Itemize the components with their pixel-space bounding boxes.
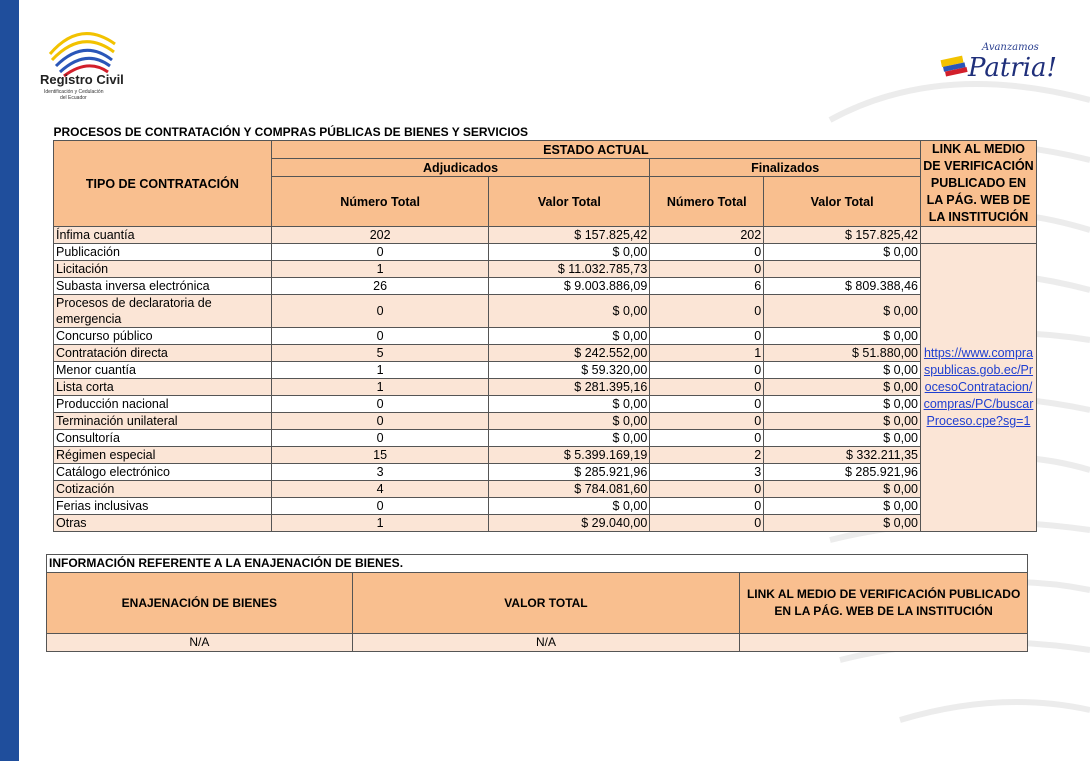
table-row xyxy=(54,227,1037,244)
row-adj-num: 0 xyxy=(271,413,489,430)
row-adj-val: $ 11.032.785,73 xyxy=(489,261,650,278)
row-adj-num: 1 xyxy=(271,362,489,379)
row-tipo: Licitación xyxy=(54,261,272,278)
row-fin-val: $ 0,00 xyxy=(764,515,921,532)
compras-publicas-link[interactable]: https://www.compraspublicas.gob.ec/ProcesoContratacion/compras/PC/buscarProceso.cpe?sg=1 xyxy=(921,244,1037,532)
row-fin-num: 0 xyxy=(650,295,764,328)
row-fin-val xyxy=(764,261,921,278)
table-row xyxy=(54,345,1037,362)
col-adj-valor-total: Valor Total xyxy=(489,177,650,227)
row-tipo: Subasta inversa electrónica xyxy=(54,278,272,295)
enajenacion-table xyxy=(46,554,1028,652)
row-adj-val: $ 0,00 xyxy=(489,413,650,430)
row-tipo: Producción nacional xyxy=(54,396,272,413)
row-adj-val: $ 784.081,60 xyxy=(489,481,650,498)
row-tipo: Contratación directa xyxy=(54,345,272,362)
row-adj-val: $ 59.320,00 xyxy=(489,362,650,379)
row-adj-val: $ 5.399.169,19 xyxy=(489,447,650,464)
row-tipo: Concurso público xyxy=(54,328,272,345)
row-adj-val: $ 0,00 xyxy=(489,328,650,345)
table-row xyxy=(54,413,1037,430)
table-row xyxy=(54,261,1037,278)
row-adj-val: $ 281.395,16 xyxy=(489,379,650,396)
col-link-verificacion: LINK AL MEDIO DE VERIFICACIÓN PUBLICADO EN LA PÁG. WEB DE LA INSTITUCIÓN xyxy=(740,573,1028,634)
row-fin-val: $ 0,00 xyxy=(764,498,921,515)
row-fin-num: 0 xyxy=(650,498,764,515)
row-fin-num: 3 xyxy=(650,464,764,481)
row-fin-val: $ 0,00 xyxy=(764,481,921,498)
row-fin-num: 1 xyxy=(650,345,764,362)
row-tipo: Lista corta xyxy=(54,379,272,396)
row-fin-val: $ 0,00 xyxy=(764,244,921,261)
row-tipo: Ferias inclusivas xyxy=(54,498,272,515)
table-title: PROCESOS DE CONTRATACIÓN Y COMPRAS PÚBLICAS DE BIENES Y SERVICIOS xyxy=(54,124,1037,141)
row-adj-val: $ 285.921,96 xyxy=(489,464,650,481)
col-valor-total: VALOR TOTAL xyxy=(352,573,740,634)
row-adj-num: 202 xyxy=(271,227,489,244)
svg-text:del Ecuador: del Ecuador xyxy=(60,95,87,101)
row-fin-num: 0 xyxy=(650,481,764,498)
row-fin-val: $ 332.211,35 xyxy=(764,447,921,464)
row-link-empty xyxy=(921,227,1037,244)
row-fin-num: 0 xyxy=(650,515,764,532)
col-fin-valor-total: Valor Total xyxy=(764,177,921,227)
svg-text:Avanzamos: Avanzamos xyxy=(982,42,1039,53)
table-row xyxy=(54,481,1037,498)
row-fin-val: $ 51.880,00 xyxy=(764,345,921,362)
row-adj-val: $ 9.003.886,09 xyxy=(489,278,650,295)
col-enajenacion-bienes: ENAJENACIÓN DE BIENES xyxy=(47,573,353,634)
row-adj-val: $ 0,00 xyxy=(489,396,650,413)
row-adj-num: 0 xyxy=(271,396,489,413)
row-fin-num: 0 xyxy=(650,328,764,345)
table-row xyxy=(54,447,1037,464)
row-tipo: Publicación xyxy=(54,244,272,261)
table-row xyxy=(54,396,1037,413)
row-adj-num: 0 xyxy=(271,328,489,345)
row-fin-val: $ 0,00 xyxy=(764,430,921,447)
row-adj-val: $ 0,00 xyxy=(489,295,650,328)
row-adj-num: 3 xyxy=(271,464,489,481)
row-fin-val: $ 0,00 xyxy=(764,295,921,328)
row-tipo: Catálogo electrónico xyxy=(54,464,272,481)
row-fin-val: $ 285.921,96 xyxy=(764,464,921,481)
col-link-verificacion: LINK AL MEDIO DE VERIFICACIÓN PUBLICADO EN LA PÁG. WEB DE LA INSTITUCIÓN xyxy=(921,141,1037,227)
row-fin-num: 0 xyxy=(650,379,764,396)
table-row xyxy=(54,278,1037,295)
row-adj-val: $ 0,00 xyxy=(489,244,650,261)
row-adj-val: $ 29.040,00 xyxy=(489,515,650,532)
row-adj-num: 1 xyxy=(271,515,489,532)
row-fin-val: $ 0,00 xyxy=(764,362,921,379)
table-row xyxy=(54,362,1037,379)
col-adjudicados: Adjudicados xyxy=(271,159,650,177)
row-fin-num: 0 xyxy=(650,244,764,261)
left-accent-bar xyxy=(0,0,19,761)
row-adj-num: 4 xyxy=(271,481,489,498)
row-fin-val: $ 157.825,42 xyxy=(764,227,921,244)
row-fin-num: 0 xyxy=(650,396,764,413)
row-fin-val: $ 0,00 xyxy=(764,396,921,413)
table-row xyxy=(54,515,1037,532)
row-fin-num: 2 xyxy=(650,447,764,464)
col-fin-numero-total: Número Total xyxy=(650,177,764,227)
table-row xyxy=(54,464,1037,481)
row-tipo: Procesos de declaratoria de emergencia xyxy=(54,295,272,328)
col-finalizados: Finalizados xyxy=(650,159,921,177)
row-enajenacion: N/A xyxy=(47,634,353,652)
table-row xyxy=(54,498,1037,515)
row-adj-val: $ 242.552,00 xyxy=(489,345,650,362)
row-adj-num: 0 xyxy=(271,498,489,515)
row-adj-num: 5 xyxy=(271,345,489,362)
row-fin-num: 0 xyxy=(650,261,764,278)
row-tipo: Terminación unilateral xyxy=(54,413,272,430)
row-tipo: Otras xyxy=(54,515,272,532)
contratacion-table xyxy=(53,124,1037,532)
registro-civil-logo xyxy=(30,14,130,114)
svg-text:Identificación y Cedulación: Identificación y Cedulación xyxy=(44,89,104,95)
col-tipo-contratacion: TIPO DE CONTRATACIÓN xyxy=(54,141,272,227)
row-adj-val: $ 157.825,42 xyxy=(489,227,650,244)
avanzamos-patria-logo xyxy=(940,36,1057,86)
row-fin-num: 202 xyxy=(650,227,764,244)
row-tipo: Ínfima cuantía xyxy=(54,227,272,244)
table-row xyxy=(54,295,1037,328)
table-row xyxy=(54,379,1037,396)
enajenacion-title: INFORMACIÓN REFERENTE A LA ENAJENACIÓN DE BIENES. xyxy=(47,555,1028,573)
row-link xyxy=(740,634,1028,652)
row-adj-num: 26 xyxy=(271,278,489,295)
row-fin-val: $ 0,00 xyxy=(764,328,921,345)
col-adj-numero-total: Número Total xyxy=(271,177,489,227)
row-adj-num: 1 xyxy=(271,379,489,396)
row-valor: N/A xyxy=(352,634,740,652)
row-adj-num: 0 xyxy=(271,295,489,328)
row-tipo: Menor cuantía xyxy=(54,362,272,379)
row-tipo: Cotización xyxy=(54,481,272,498)
svg-text:Patria!: Patria! xyxy=(968,53,1057,83)
row-fin-num: 0 xyxy=(650,430,764,447)
table-row xyxy=(54,328,1037,345)
row-adj-num: 1 xyxy=(271,261,489,278)
row-adj-num: 0 xyxy=(271,430,489,447)
row-fin-val: $ 809.388,46 xyxy=(764,278,921,295)
table-row xyxy=(54,430,1037,447)
row-tipo: Consultoría xyxy=(54,430,272,447)
col-estado-actual: ESTADO ACTUAL xyxy=(271,141,920,159)
row-fin-val: $ 0,00 xyxy=(764,379,921,396)
row-adj-val: $ 0,00 xyxy=(489,430,650,447)
row-fin-num: 6 xyxy=(650,278,764,295)
row-fin-num: 0 xyxy=(650,413,764,430)
row-fin-num: 0 xyxy=(650,362,764,379)
table-row xyxy=(54,244,1037,261)
row-adj-num: 15 xyxy=(271,447,489,464)
row-adj-val: $ 0,00 xyxy=(489,498,650,515)
row-fin-val: $ 0,00 xyxy=(764,413,921,430)
row-adj-num: 0 xyxy=(271,244,489,261)
row-tipo: Régimen especial xyxy=(54,447,272,464)
svg-text:Registro Civil: Registro Civil xyxy=(40,72,124,87)
table-row xyxy=(47,634,1028,652)
